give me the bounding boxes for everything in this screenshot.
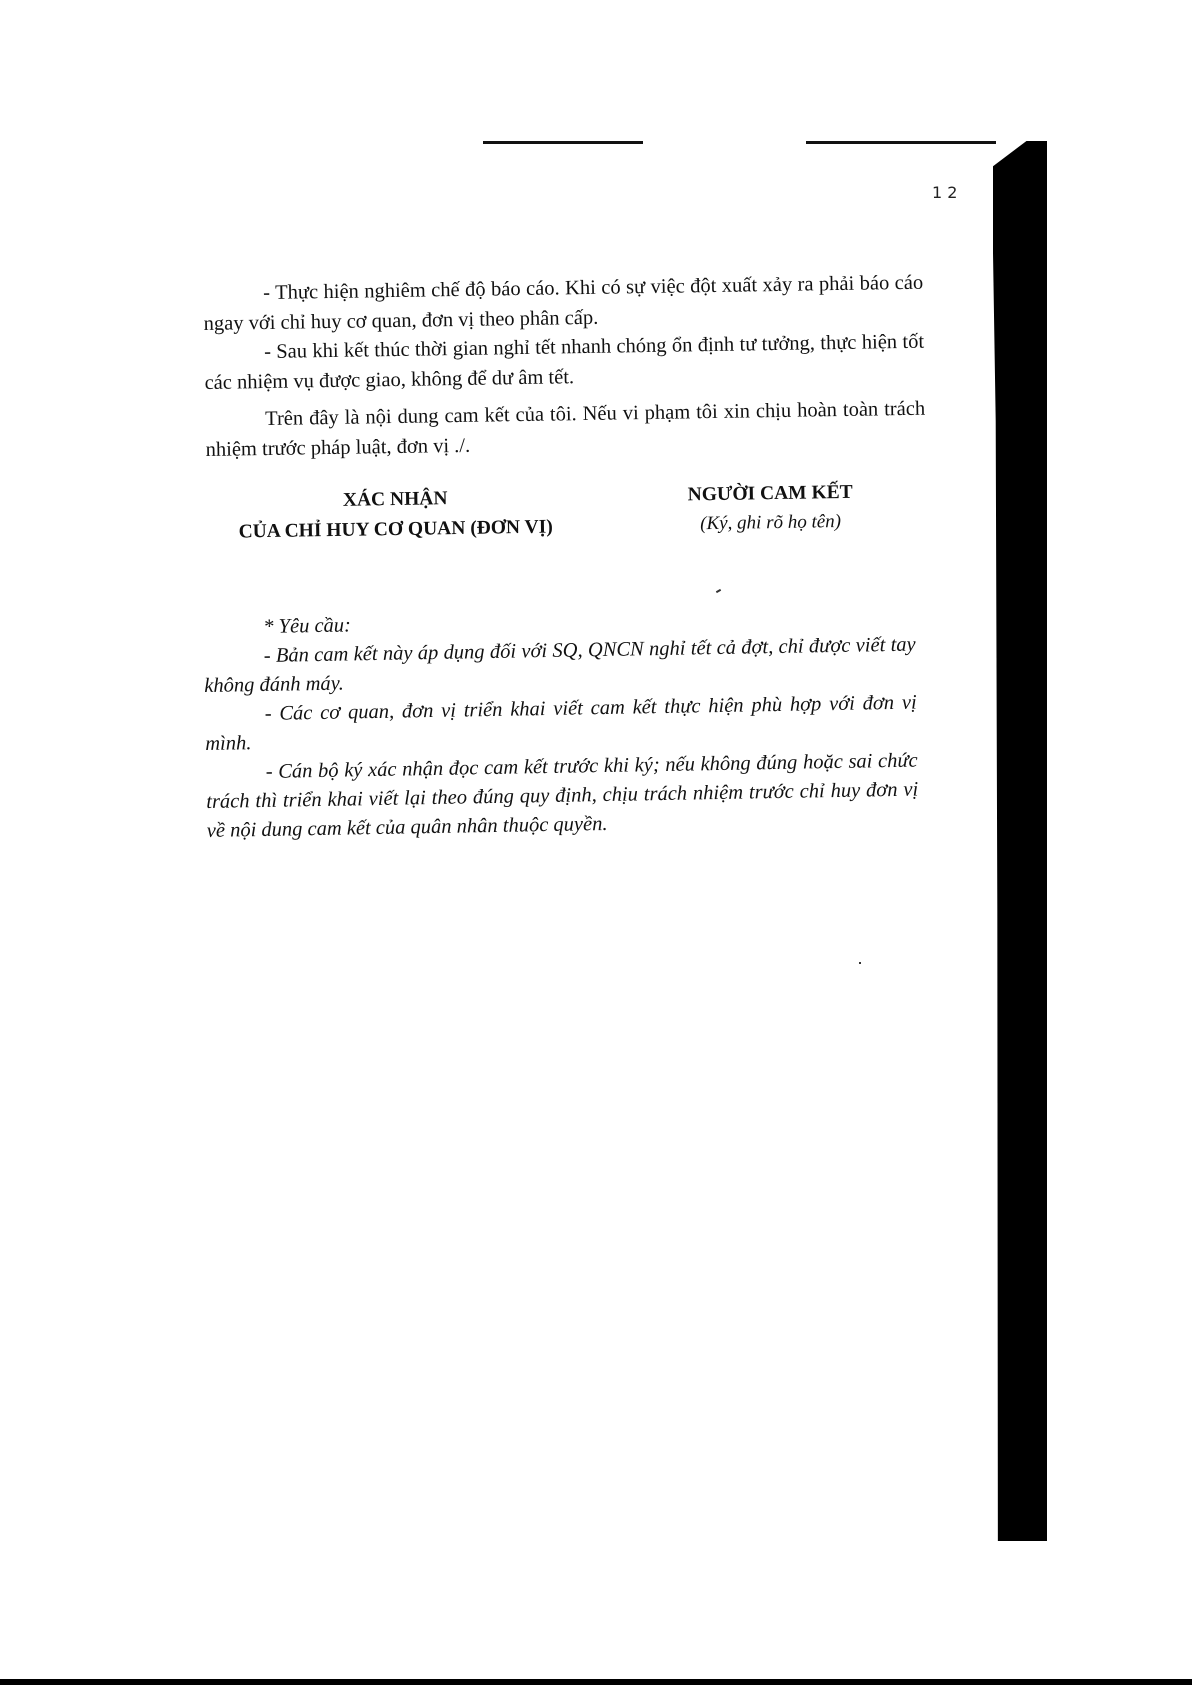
requirements-heading: * Yêu cầu:	[263, 614, 352, 638]
commitment-body	[203, 269, 926, 465]
header-rule-left	[483, 141, 643, 144]
requirement-item: - Bản cam kết này áp dụng đối với SQ, QNCN nghỉ tết cả đợt, chỉ được viết tay không đánh máy.	[204, 633, 916, 697]
committer-title: NGƯỜI CAM KẾT	[687, 481, 853, 506]
committer-sign-note: (Ký, ghi rõ họ tên)	[700, 511, 842, 535]
page-number-mark: 1 2	[932, 183, 958, 202]
header-rule-right	[806, 141, 996, 144]
committer-heading	[645, 477, 896, 539]
confirmation-heading	[205, 482, 586, 548]
requirement-item: - Các cơ quan, đơn vị triển khai viết cam kết thực hiện phù hợp với đơn vị mình.	[205, 691, 917, 755]
confirmation-line-1: XÁC NHẬN	[342, 488, 448, 511]
scan-speck	[716, 589, 721, 593]
requirements-section	[203, 602, 919, 846]
paragraph-after-holiday: - Sau khi kết thúc thời gian nghỉ tết nhanh chóng ổn định tư tưởng, thực hiện tốt các nhiệm vụ được giao, không để dư âm tết.	[204, 330, 925, 394]
paragraph-closing: Trên đây là nội dung cam kết của tôi. Nếu vi phạm tôi xin chịu hoàn toàn trách nhiệm trước pháp luật, đơn vị ./.	[205, 397, 926, 461]
scan-speck	[859, 962, 861, 964]
scan-shadow-edge	[993, 141, 1047, 1541]
paragraph-report: - Thực hiện nghiêm chế độ báo cáo. Khi có sự việc đột xuất xảy ra phải báo cáo ngay với chỉ huy cơ quan, đơn vị theo phân cấp.	[203, 271, 924, 335]
scan-bottom-edge	[0, 1679, 1192, 1685]
confirmation-line-2: CỦA CHỈ HUY CƠ QUAN (ĐƠN VỊ)	[238, 516, 553, 543]
requirement-item: - Cán bộ ký xác nhận đọc cam kết trước khi ký; nếu không đúng hoặc sai chức trách thì triển khai viết lại theo đúng quy định, chịu trách nhiệm trước chỉ huy đơn vị về nội dung cam kết của quân nhân thuộc quyền.	[206, 749, 919, 842]
signature-block	[205, 477, 926, 558]
